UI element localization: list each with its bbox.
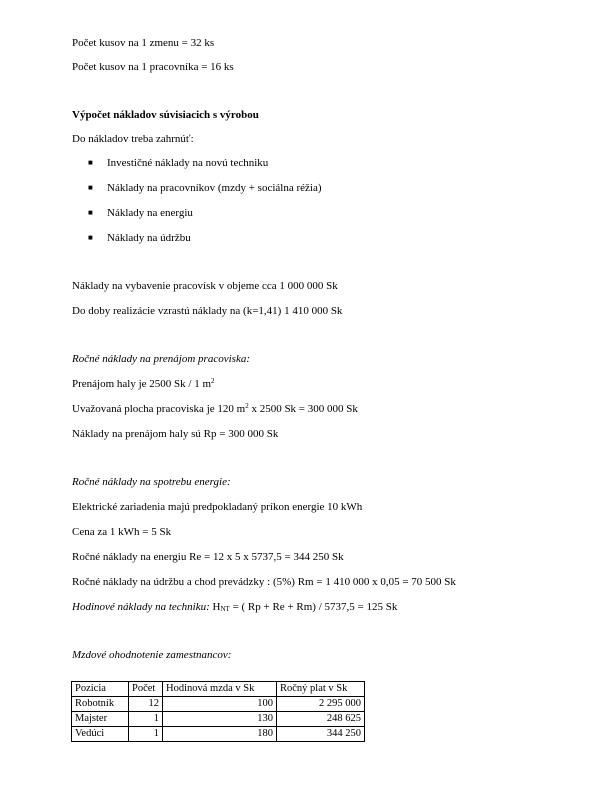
bullet-item: [88, 206, 193, 220]
wages-table: [71, 681, 365, 742]
column-header: Pozícia: [72, 682, 129, 697]
equipment-costs: Náklady na vybavenie pracovísk v objeme cca 1 000 000 Sk: [72, 280, 338, 292]
bullet-text: Náklady na energiu: [107, 207, 193, 219]
table-row: [72, 727, 365, 742]
bullet-text: Náklady na údržbu: [107, 232, 191, 244]
wages-heading: Mzdové ohodnotenie zamestnancov:: [72, 649, 232, 661]
rent-heading: Ročné náklady na prenájom pracoviska:: [72, 353, 250, 365]
bullet-item: [88, 156, 268, 170]
table-header-row: [72, 682, 365, 697]
square-bullet-icon: ■: [88, 158, 93, 167]
pieces-per-worker: Počet kusov na 1 pracovníka = 16 ks: [72, 61, 234, 73]
table-cell: 1: [129, 712, 163, 727]
rent-total: Náklady na prenájom haly sú Rp = 300 000 Sk: [72, 428, 279, 440]
column-header: Počet: [129, 682, 163, 697]
costs-heading: Výpočet nákladov súvisiacich s výrobou: [72, 109, 259, 121]
column-header: Hodinová mzda v Sk: [163, 682, 277, 697]
hall-rent: Prenájom haly je 2500 Sk / 1 $m^2$: [72, 377, 215, 390]
cost-growth: Do doby realizácie vzrastú náklady na (k=1,41) 1 410 000 Sk: [72, 305, 343, 317]
costs-lead: Do nákladov treba zahrnúť:: [72, 133, 194, 145]
bullet-text: Investičné náklady na novú techniku: [107, 157, 269, 169]
pieces-per-shift: Počet kusov na 1 zmenu = 32 ks: [72, 37, 215, 49]
table-cell: 1: [129, 727, 163, 742]
square-bullet-icon: ■: [88, 233, 93, 242]
column-header: Ročný plat v Sk: [277, 682, 365, 697]
table-cell: 248 625: [277, 712, 365, 727]
area-calculation: Uvažovaná plocha pracoviska je 120 $m^2$ x 2500 Sk = 300 000 Sk: [72, 402, 358, 415]
table-cell: 344 250: [277, 727, 365, 742]
energy-heading: Ročné náklady na spotrebu energie:: [72, 476, 231, 488]
energy-power: Elektrické zariadenia majú predpokladaný príkon energie 10 kWh: [72, 501, 363, 513]
table-cell: Majster: [72, 712, 129, 727]
table-row: [72, 697, 365, 712]
bullet-text: Náklady na pracovníkov (mzdy + sociálna réžia): [107, 182, 322, 194]
square-bullet-icon: ■: [88, 208, 93, 217]
table-cell: 2 295 000: [277, 697, 365, 712]
table-cell: 12: [129, 697, 163, 712]
table-cell: Robotník: [72, 697, 129, 712]
bullet-item: [88, 231, 191, 245]
table-row: [72, 712, 365, 727]
energy-annual: Ročné náklady na energiu Re = 12 x 5 x 5737,5 = 344 250 Sk: [72, 551, 344, 563]
bullet-item: [88, 181, 322, 195]
table-cell: 100: [163, 697, 277, 712]
table-cell: Vedúci: [72, 727, 129, 742]
table-cell: 130: [163, 712, 277, 727]
hourly-costs: Hodinové náklady na techniku: $H_{NT}$ = ( Rp + Re + Rm) / 5737,5 = 125 Sk: [72, 601, 398, 613]
square-bullet-icon: ■: [88, 183, 93, 192]
table-cell: 180: [163, 727, 277, 742]
energy-price: Cena za 1 kWh = 5 Sk: [72, 526, 172, 538]
maintenance-costs: Ročné náklady na údržbu a chod prevádzky : (5%) Rm = 1 410 000 x 0,05 = 70 500 Sk: [72, 576, 456, 588]
